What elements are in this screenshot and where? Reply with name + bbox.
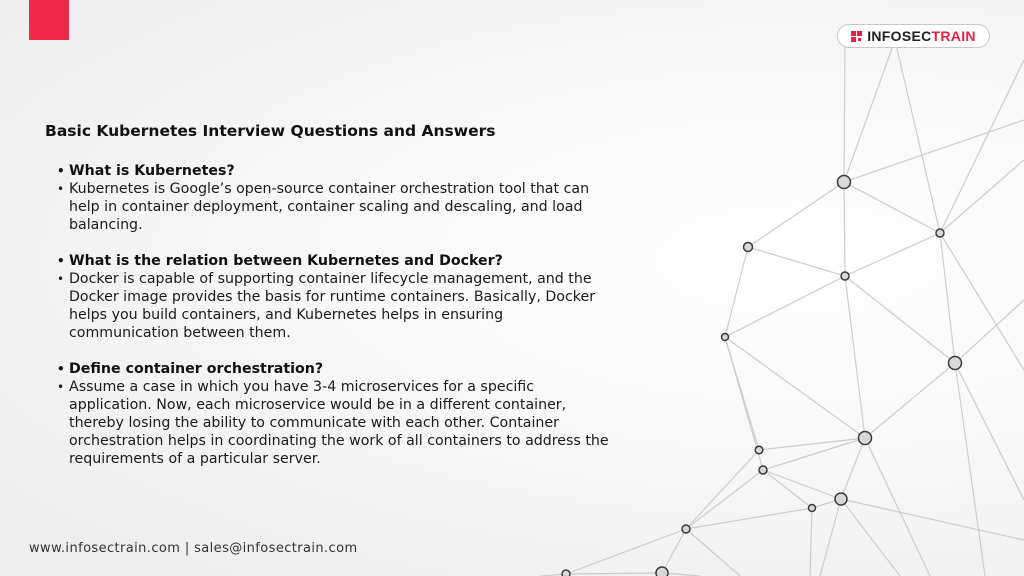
logo-text-dark: INFOSEC bbox=[867, 28, 932, 44]
qa-content bbox=[45, 122, 615, 468]
question-1: • What is Kubernetes? bbox=[45, 162, 615, 180]
answer-2: • Docker is capable of supporting container lifecycle management, and the Docker image provides the basis for runtime containers. Basically, Docker helps you build containers, and Kubernetes helps in ensuring communication between them. bbox=[45, 270, 615, 342]
brand-logo bbox=[837, 24, 990, 48]
logo-text-red: TRAIN bbox=[931, 28, 976, 44]
answer-3: • Assume a case in which you have 3-4 microservices for a specific application. Now, each microservice would be in a different container, thereby losing the ability to communicate with each other. Container orchestration helps in coordinating the work of all containers to address the requirements of a particular server. bbox=[45, 378, 615, 468]
qa-list bbox=[45, 162, 615, 468]
logo-text bbox=[867, 28, 976, 44]
question-2: • What is the relation between Kubernetes and Docker? bbox=[45, 252, 615, 270]
logo-mark-icon bbox=[851, 31, 862, 42]
footer-contact: www.infosectrain.com | sales@infosectrain.com bbox=[29, 541, 358, 556]
page-title: Basic Kubernetes Interview Questions and Answers bbox=[45, 122, 496, 140]
question-3: • Define container orchestration? bbox=[45, 360, 615, 378]
answer-1: • Kubernetes is Google’s open-source container orchestration tool that can help in container deployment, container scaling and descaling, and load balancing. bbox=[45, 180, 615, 234]
